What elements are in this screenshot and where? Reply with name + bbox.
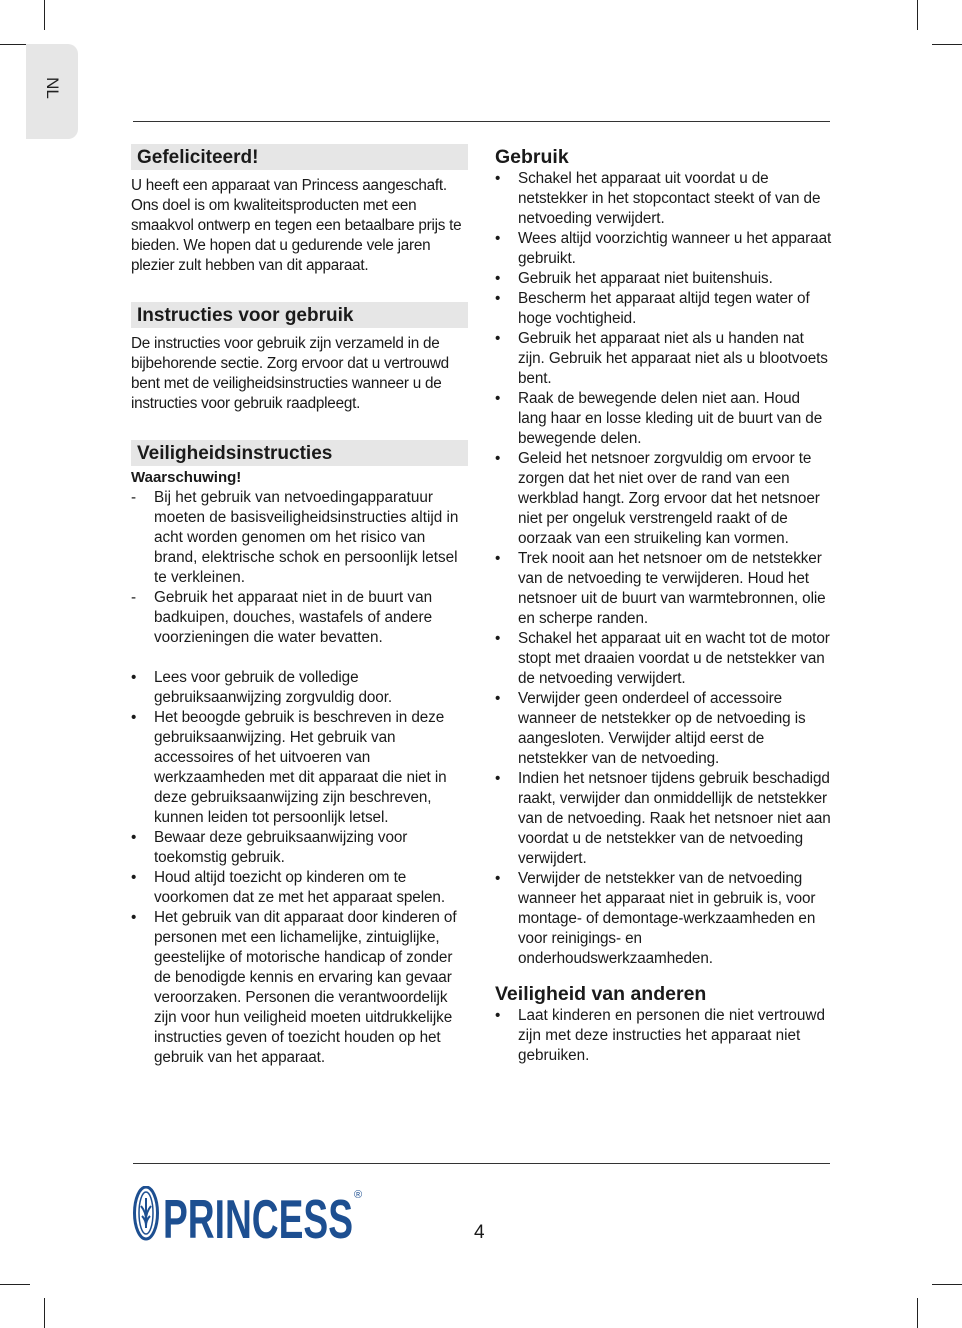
list-item: • Schakel het apparaat uit en wacht tot de motor stopt met draaien voordat u de netstekker van de netvoeding verwijdert. <box>495 630 830 687</box>
list-item: • Houd altijd toezicht op kinderen om te voorkomen dat ze met het apparaat spelen. <box>131 869 445 906</box>
section-title: Gebruik <box>495 146 569 168</box>
section-title: Instructies voor gebruik <box>131 302 468 328</box>
crop-mark <box>44 0 45 30</box>
list-item: • Bescherm het apparaat altijd tegen water of hoge vochtigheid. <box>495 290 810 327</box>
list-item: • Geleid het netsnoer zorgvuldig om ervoor te zorgen dat het niet over de rand van een werkblad hangt. Zorg ervoor dat het netsnoer niet per ongeluk verstrengeld raakt of de oorzaak van een struikeling kan vormen. <box>495 450 820 547</box>
language-tab <box>26 44 78 139</box>
others-list <box>495 1006 832 1066</box>
crop-mark <box>917 0 918 30</box>
warning-list <box>131 488 468 648</box>
list-item: • Lees voor gebruik de volledige gebruiksaanwijzing zorgvuldig door. <box>131 669 392 706</box>
list-item: • Indien het netsnoer tijdens gebruik beschadigd raakt, verwijder dan onmiddellijk de netstekker van de netvoeding. Raak het netsnoer niet aan voordat u de netstekker van de netvoeding verwijdert. <box>495 770 831 867</box>
section-instructions <box>131 302 468 414</box>
section-congratulations <box>131 144 468 276</box>
princess-crest-icon <box>133 1186 365 1242</box>
section-title: Veiligheidsinstructies <box>131 440 468 466</box>
page-number: 4 <box>474 1222 485 1243</box>
list-item: • Gebruik het apparaat niet als u handen nat zijn. Gebruik het apparaat niet als u blootvoets bent. <box>495 330 828 387</box>
registered-mark: ® <box>354 1189 363 1201</box>
warning-label: Waarschuwing! <box>131 469 242 486</box>
section-safety <box>131 440 468 1068</box>
list-item: • Wees altijd voorzichtig wanneer u het apparaat gebruikt. <box>495 230 832 267</box>
list-item: • Bewaar deze gebruiksaanwijzing voor toekomstig gebruik. <box>131 829 408 866</box>
list-item: • Laat kinderen en personen die niet vertrouwd zijn met deze instructies het apparaat niet gebruiken. <box>495 1007 825 1064</box>
section-usage <box>495 146 832 969</box>
princess-logo <box>133 1186 365 1242</box>
list-item: - Gebruik het apparaat niet in de buurt van badkuipen, douches, wastafels of andere voorzieningen die water bevatten. <box>131 589 433 646</box>
list-item: • Het gebruik van dit apparaat door kinderen of personen met een lichamelijke, zintuiglijke, geestelijke of motorische handicap of zonder de benodigde kennis en ervaring kan gevaar veroorzaken. Personen die verantwoordelijk zijn voor hun veiligheid moeten uitdrukkelijke instructies geven of toezicht houden op het gebruik van het apparaat. <box>131 909 457 1066</box>
list-item: • Verwijder geen onderdeel of accessoire wanneer de netstekker op de netvoeding is aangesloten. Verwijder altijd eerst de netstekker van de netvoeding. <box>495 690 806 767</box>
list-item: • Raak de bewegende delen niet aan. Houd lang haar en losse kleding uit de buurt van de bewegende delen. <box>495 390 823 447</box>
section-others-safety <box>495 983 832 1066</box>
list-item: • Trek nooit aan het netsnoer om de netstekker van de netvoeding te verwijderen. Houd het netsnoer uit de buurt van warmtebronnen, olie en scherpe randen. <box>495 550 826 627</box>
list-item: • Het beoogde gebruik is beschreven in deze gebruiksaanwijzing. Het gebruik van accessoires of het uitvoeren van werkzaamheden met dit apparaat die niet in deze gebruiksaanwijzing zijn beschreven, kunnen leiden tot persoonlijk letsel. <box>131 709 447 826</box>
crop-mark <box>44 1298 45 1328</box>
crop-mark <box>0 1284 30 1285</box>
section-body: De instructies voor gebruik zijn verzameld in de bijbehorende sectie. Zorg ervoor dat u vertrouwd bent met de veiligheidsinstructies wanneer u de instructies voor gebruik raadpleegt. <box>131 335 449 412</box>
list-item: - Bij het gebruik van netvoedingapparatuur moeten de basisveiligheidsinstructies altijd in acht worden genomen om het risico van brand, elektrische schok en persoonlijk letsel te verkleinen. <box>131 489 459 586</box>
usage-list <box>495 169 832 969</box>
brand-name: PRINCESS <box>163 1188 353 1242</box>
list-item: • Verwijder de netstekker van de netvoeding wanneer het apparaat niet in gebruik is, voor montage- of demontage-werkzaamheden en voor reinigings- en onderhoudswerkzaamheden. <box>495 870 816 967</box>
section-title: Gefeliciteerd! <box>131 144 468 170</box>
safety-list <box>131 668 468 1068</box>
right-column <box>495 146 832 1066</box>
left-column <box>131 144 468 1068</box>
top-divider <box>133 121 830 122</box>
section-body: U heeft een apparaat van Princess aangeschaft. Ons doel is om kwaliteitsproducten met een smaakvol ontwerp en tegen een betaalbare prijs te bieden. We hopen dat u gedurende vele jaren plezier zult hebben van dit apparaat. <box>131 177 462 274</box>
language-code: NL <box>43 77 62 99</box>
crop-mark <box>917 1298 918 1328</box>
list-item: • Gebruik het apparaat niet buitenshuis. <box>495 270 773 287</box>
bottom-divider <box>133 1163 830 1164</box>
section-title: Veiligheid van anderen <box>495 983 707 1005</box>
crop-mark <box>932 1284 962 1285</box>
list-item: • Schakel het apparaat uit voordat u de netstekker in het stopcontact steekt of van de netvoeding verwijdert. <box>495 170 821 227</box>
crop-mark <box>932 44 962 45</box>
